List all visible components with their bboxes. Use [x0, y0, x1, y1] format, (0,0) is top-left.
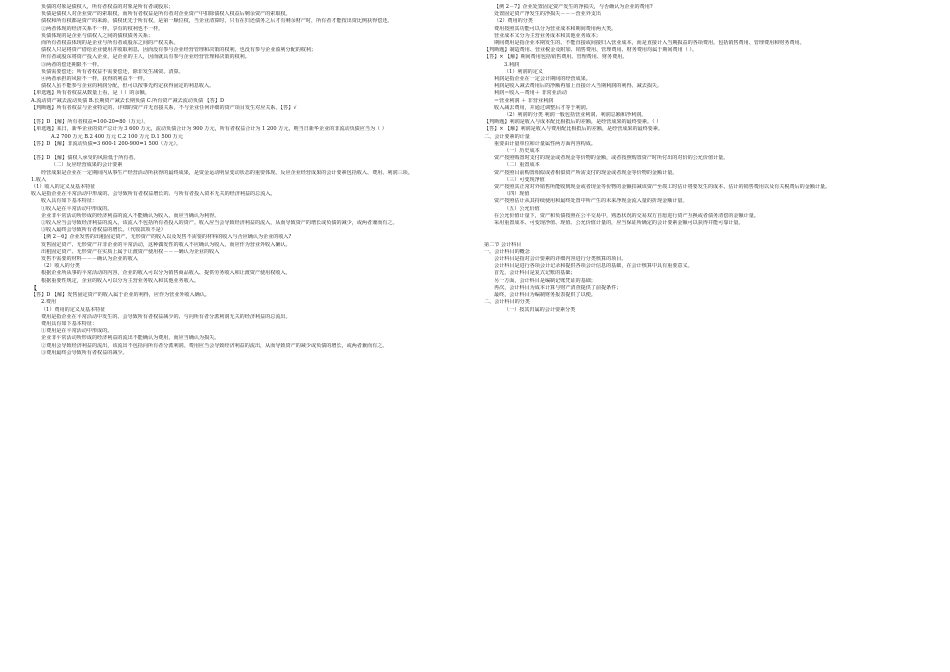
text-line: ②费用会导致经济利益的流出，该流出不包括向所有者分派利润。费用应当会导致经济利益的流出，从而导致资产的减少或负债的增长，或两者兼而有之。	[41, 342, 388, 349]
text-line: 营业成本又分为主营业务成本和其他业务成本；	[494, 32, 601, 39]
text-line: 【例 2－6】企业发售的出租固定资产、无形资产的收入以及发售不需要的材料的收入与否应确认为企业的收入?	[41, 234, 292, 241]
text-line: A.流动资产减去流动负债 B.长期资产减去长期负债 C.所有资产减去流动负债 【答】D	[31, 97, 225, 104]
text-line: 债权人只是将资产借给企业使用并收取利息，因而没有参与企业经营管理和决策的权利，也没有参与企业盈利分配的权利；	[41, 47, 317, 54]
text-line: 【答】D 【解】债权人承受的风险低于所有者。	[31, 155, 139, 162]
text-line: （一）按其归属的会计要素分类	[504, 306, 576, 313]
text-line: 资产按照购置时支付的现金或者现金等价物的金额，或者按照购置资产时所付出的对价的公允价值计量。	[494, 155, 729, 162]
text-line: 负债的对象是债权人，所有者权益的对象是所有者或股东；	[41, 4, 174, 10]
text-line: 【答】× 【解】利润是收入与费用配比相抵后的差额，是经营成果的最终要素。	[484, 126, 664, 133]
text-line: A.2 700 万元 B.2 400 万元 C.2 100 万元 D.1 500 万元	[51, 133, 183, 140]
text-line: 发售固定资产、无形资产并非企业的平常活动，这种偶发性的收入不应确认为收入，而应作为营业外收入确认。	[41, 241, 291, 248]
text-line: ＝营业利润 ＋ 非营业利润	[494, 97, 554, 104]
text-line: 【判断题】制造费用、营业税金及附加、销售费用、管理费用、财务费用均属于期间费用（ ）。	[484, 47, 698, 54]
text-line: 期间费用是指企业本期发生的、不能直接或间接归入营业成本，而是直接计入当期损益的各项费用。包括销售费用、管理费用和财务费用。	[494, 40, 805, 47]
text-line: 收入是指企业在平常活动中形成的、会导致所有者权益增长的、与所有者投入资本无关的经济利益的总流入。	[31, 191, 276, 198]
text-line: （2）费用的分类	[494, 18, 533, 25]
text-line: 收入具有如下基本特征：	[41, 198, 98, 205]
text-line: 重要由计量单位和计量属性两方面内容构成。	[494, 140, 596, 147]
text-line: 负债是债权人对企业资产的索取权，而所有者权益是所有者对企业资产中扣除债权人权益后剩余资产的索取权。	[41, 11, 291, 18]
text-line: ③两者的偿还期限不一样。	[41, 61, 103, 68]
blank-line	[31, 148, 474, 155]
text-line: 【单选题】所有者权益从数量上看，是（ ）的余额。	[31, 90, 150, 97]
text-line: 第二节 会计科目	[484, 241, 522, 248]
right-text-column	[484, 4, 916, 314]
text-line: 3.利润	[504, 61, 520, 68]
text-line: （四）现值	[504, 191, 530, 198]
text-line: 利润是指企业在一定会计期间的经营成果。	[494, 76, 591, 83]
text-line: 一、会计科目的概念	[484, 248, 530, 255]
text-line: 二、会计要素的计量	[484, 133, 530, 140]
blank-line	[484, 234, 916, 241]
text-line: 资产按照其正常对外销售所能收到现金或者现金等价物的金额扣减该资产至竣工时估计将要发生的成本、估计的销售费用以及有关税费后的金额计量。	[494, 184, 831, 191]
text-line: 利润＝收入－费用＋ 非常业活动	[494, 90, 567, 97]
text-line: （2）收入的分类	[41, 263, 80, 270]
text-line: 根据重要性规定，企业的收入可以分为主营业务收入和其他业务收入。	[41, 277, 199, 284]
text-line: ①收入是在平常活动中形成的。	[41, 205, 113, 212]
text-line: 【单选题】某日，新华企业的资产总计为 3 600 万元，流动负债合计为 900 万元，所有者权益合计为 1 200 万元，则当日新华企业的非流动负债应当为（ ）	[31, 126, 387, 133]
text-line: 出租固定资产、无形资产在实质上属于让渡资产使用权－－－确认为企业的收入	[41, 248, 220, 255]
text-line: （三）可变现净值	[504, 176, 545, 183]
text-line: 债权人虽不能参与企业的利润分配，但可以按事先约定获得固定的利息收入。	[41, 83, 215, 90]
text-line: 【判断题】所有者权益与企业特定的、详细的资产并无直接关系，不与企业任何详细的资产项目发生对应关系。【答】√	[31, 104, 297, 111]
text-line: （五）公允价值	[504, 205, 540, 212]
text-line: 【答】D 【解】所有者权益=100-20=80（万元）。	[31, 119, 149, 126]
text-line: 企业非平常活动所形成的经济利益的流出不能确认为费用，而应当确认为损失。	[41, 335, 220, 342]
text-line: ④两者承担的风险不一样，获得的利益不一样。	[41, 76, 148, 83]
text-line: 【	[31, 284, 38, 292]
text-line: 发售不需要的材料－－－确认为企业的收入	[41, 256, 138, 263]
text-line: 根据企业所从事的平常活动的内容，企业的收入可以分为销售商品收入、提供劳务收入和让渡资产使用权收入。	[41, 270, 291, 277]
text-line: （一）历史成本	[504, 148, 540, 155]
left-text-column	[31, 4, 474, 357]
text-line: （1）费用的定义及基本特征	[41, 306, 106, 313]
text-line: 最终，会计科目为编制财务报表提供了以便。	[494, 292, 596, 299]
text-line: 利润是收入减去费用后的净额再加上直接计入当期利润的利得、减去损失。	[494, 83, 663, 90]
text-line: （二）重置成本	[504, 162, 540, 169]
text-line: 【判断题】利润是收入与成本配比相抵后的差额，是经营成果的最终要素。（ ）	[484, 119, 662, 126]
text-line: 债权和所有权都是资产的来源，债权优先于所有权，是第一顺位权，当企业清算时，只有在归还债务之后才有剩余财产时，所有者才能按出资比例获得偿还。	[41, 18, 393, 25]
text-line: 在公允价值计量下，资产和负债按照在公平交易中，熟悉状况的交易双方自愿进行资产互换或者债务清偿的金额计量。	[494, 212, 759, 219]
text-line: 采用重置成本、可变现净值、现值、公允价值计量的，应当保证所确定的会计要素金额可以获得并能可靠计量。	[494, 220, 744, 227]
text-line: 资产按照目前购置相似或者相似资产所需支付的现金或者现金等价物的金额计量。	[494, 169, 678, 176]
text-line: （1）利润的定义	[504, 68, 543, 75]
text-line: （2）利润的分类 利润一般包括营业利润、利润总额和净利润。	[504, 112, 647, 119]
text-line: ①费用是在平常活动中形成的。	[41, 328, 113, 335]
text-line: 1.收入	[31, 176, 47, 183]
text-line: 会计科目是进行各项会计记录和提供各项会计信息的基础，在会计核算中具有重要意义。	[494, 263, 693, 270]
text-line: （二）反应经营成果的会计要素	[51, 162, 123, 169]
text-line: 再次，会计科目为成本计算与财产清查提供了前提条件；	[494, 284, 622, 291]
text-line: 处置固定资产净发生的净损失－－－营业外支出	[494, 11, 601, 18]
text-line: 所有者或股东将资产投入企业，是企业的主人，因而就具有参与企业经营管理和决策的权利。	[41, 54, 250, 61]
text-line: 收入减去费用，并通过调整后才等于利润。	[494, 104, 591, 111]
text-line: 【答】D 【解】非流动负债=3 600-1 200-900=1 500（万元）。	[31, 140, 182, 147]
text-line: ②两者体现的经济关系不一样，享有的权利也不一样。	[41, 25, 164, 32]
text-line: 经营成果是企业在一定期间内从事生产经营活动所获得的最终成果，是资金运动明显变动状态的重要体现。反应企业经营成果的会计要素包括收入、费用、利润三项。	[41, 169, 413, 176]
text-line: ③收入最终会导致所有者权益的增长。（代收款项不是）	[41, 227, 166, 234]
text-line: 费用按照其功能可以分为营业成本和期间费用两大类。	[494, 25, 617, 32]
text-line: ③费用最终会导致所有者权益的减少。	[41, 349, 128, 356]
blank-line	[31, 112, 474, 119]
text-line: （1）收入的定义及基本特征	[31, 184, 96, 191]
text-line: 资产按照估计从其持续使用和最终处置中所产生的未来净现金流入量的折现金额计量。	[494, 198, 688, 205]
text-line: 另一方面，会计科目是编制记账凭证的基础；	[494, 277, 596, 284]
text-line: 费用是指企业在平常活动中发生的、会导致所有者权益减少的、与向所有者分派利润无关的经济利益的总流出。	[41, 313, 291, 320]
text-line: 而所有者权益体现的是企业与所有者或股东之间的产权关系。	[41, 40, 179, 47]
text-line: ②收入应当会导致经济利益的流入，该流入不包括所有者投入的资产。收入应当会导致经济利益的流入，从而导致资产的增长或负债的减少，或两者兼而有之。	[41, 220, 398, 227]
text-line: 【答】D 【解】发售固定资产的收入属于企业的利得，应作为营业外收入确认。	[31, 292, 210, 299]
text-line: 【答】× 【解】期间费用包括销售费用、管理费用、财务费用。	[484, 54, 628, 61]
text-line: 2.费用	[41, 299, 57, 306]
text-line: 费用具有如下基本特征：	[41, 320, 98, 327]
blank-line	[484, 227, 916, 234]
text-line: 负债需要偿还；所有者权益不需要偿还，除非发生减资、清算。	[41, 68, 184, 75]
text-line: 负债体现的是企业与债权人之间的债权债务关系；	[41, 32, 154, 39]
text-line: 会计科目是指对会计要素的详细内容进行分类核算的项目。	[494, 256, 627, 263]
text-line: 企业非平常活动所形成的经济利益的流入不能确认为收入，而应当确认为利得。	[41, 212, 220, 219]
text-line: 首先，会计科目是复式记账的基础；	[494, 270, 576, 277]
text-line: 【例 2－7】企业处置固定资产发生的净损失，与否确认为企业的费用?	[494, 4, 653, 10]
text-line: 二、会计科目的分类	[484, 299, 530, 306]
